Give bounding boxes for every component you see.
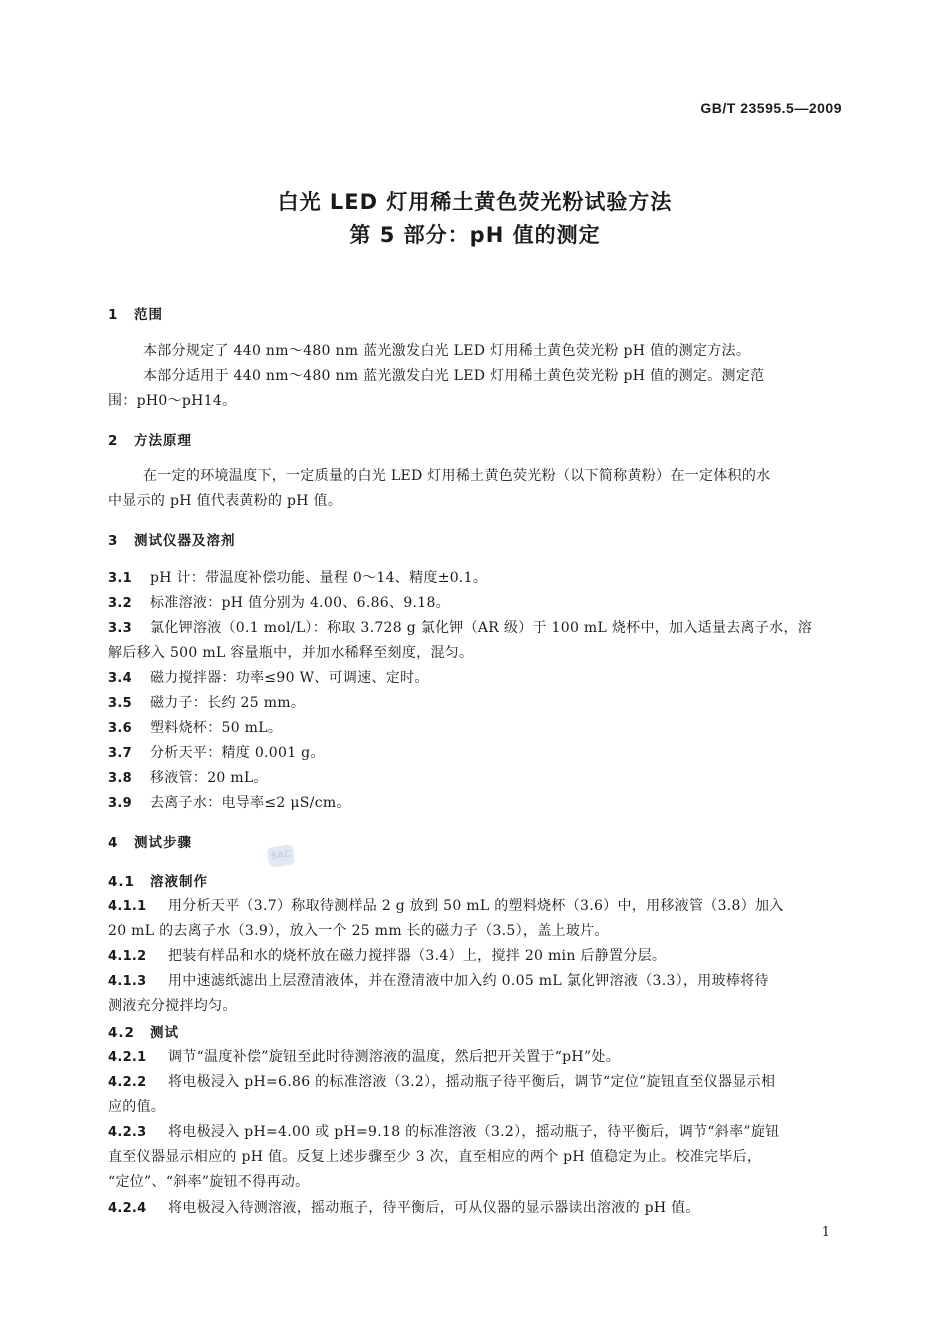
paragraph-continuation: 围：pH0～pH14。 [108,393,237,409]
list-item: 3.4 磁力搅拌器：功率≤90 W、可调速、定时。 [108,670,429,686]
list-item: 3.9 去离子水：电导率≤2 μS/cm。 [108,795,351,811]
sac-watermark-logo: SAC [267,844,296,867]
list-item: 3.3 氯化钾溶液（0.1 mol/L）：称取 3.728 g 氯化钾（AR 级）于 100 mL 烧杯中，加入适量去离子水，溶 [108,620,813,636]
list-item: 4.2.4 将电极浸入待测溶液，摇动瓶子，待平衡后，可从仪器的显示器读出溶液的 pH 值。 [108,1200,700,1216]
section-1-heading [108,303,163,323]
paragraph-continuation: 中显示的 pH 值代表黄粉的 pH 值。 [108,493,343,509]
section-number: 4 [108,835,119,851]
list-item: 3.2 标准溶液：pH 值分别为 4.00、6.86、9.18。 [108,595,450,611]
section-title: 测试步骤 [134,835,192,851]
list-item: 4.1.1 用分析天平（3.7）称取待测样品 2 g 放到 50 mL 的塑料烧杯（3.6）中，用移液管（3.8）加入 [108,898,784,914]
list-item-continuation: 测液充分搅拌均匀。 [108,998,237,1014]
list-item: 4.2.3 将电极浸入 pH=4.00 或 pH=9.18 的标准溶液（3.2），摇动瓶子，待平衡后，调节“斜率”旋钮 [108,1124,780,1140]
section-number: 3 [108,533,119,549]
standard-number: GB/T 23595.5—2009 [700,100,842,116]
list-item: 3.7 分析天平：精度 0.001 g。 [108,745,325,761]
section-title: 方法原理 [134,433,192,449]
list-item: 4.1.3 用中速滤纸滤出上层澄清液体，并在澄清液中加入约 0.05 mL 氯化钾溶液（3.3），用玻棒将待 [108,973,769,989]
list-item: 4.1.2 把装有样品和水的烧杯放在磁力搅拌器（3.4）上，搅拌 20 min 后静置分层。 [108,948,667,964]
list-item-continuation: 解后移入 500 mL 容量瓶中，并加水稀释至刻度，混匀。 [108,645,474,661]
subsection-heading: 4.2 测试 [108,1025,179,1041]
list-item: 3.8 移液管：20 mL。 [108,770,268,786]
list-item-continuation: 直至仪器显示相应的 pH 值。反复上述步骤至少 3 次，直至相应的两个 pH 值稳定为止。校准完毕后， [108,1149,762,1165]
section-number: 1 [108,307,119,323]
document-title-line2: 第 5 部分：pH 值的测定 [349,223,601,247]
list-item-continuation: 应的值。 [108,1099,166,1115]
section-title: 测试仪器及溶剂 [134,533,236,549]
list-item: 4.2.2 将电极浸入 pH=6.86 的标准溶液（3.2），摇动瓶子待平衡后，调节“定位”旋钮直至仪器显示相 [108,1074,776,1090]
section-number: 2 [108,433,119,449]
section-title: 范围 [134,307,163,323]
list-item: 3.5 磁力子：长约 25 mm。 [108,695,306,711]
section-3-heading [108,529,236,549]
list-item-continuation: 20 mL 的去离子水（3.9），放入一个 25 mm 长的磁力子（3.5），盖上玻片。 [108,923,609,939]
page-number: 1 [821,1225,830,1240]
list-item: 3.1 pH 计：带温度补偿功能、量程 0～14、精度±0.1。 [108,570,488,586]
list-item: 4.2.1 调节“温度补偿”旋钮至此时待测溶液的温度，然后把开关置于“pH”处。 [108,1049,620,1065]
section-4-heading [108,831,192,851]
document-title-line1: 白光 LED 灯用稀土黄色荧光粉试验方法 [277,190,673,214]
paragraph: 本部分适用于 440 nm～480 nm 蓝光激发白光 LED 灯用稀土黄色荧光粉 pH 值的测定。测定范 [143,368,765,384]
paragraph: 本部分规定了 440 nm～480 nm 蓝光激发白光 LED 灯用稀土黄色荧光粉 pH 值的测定方法。 [143,343,751,359]
list-item: 3.6 塑料烧杯：50 mL。 [108,720,283,736]
paragraph: 在一定的环境温度下，一定质量的白光 LED 灯用稀土黄色荧光粉（以下简称黄粉）在一定体积的水 [143,468,771,484]
list-item-continuation: “定位”、“斜率”旋钮不得再动。 [108,1174,310,1190]
subsection-heading: 4.1 溶液制作 [108,874,208,890]
section-2-heading [108,429,192,449]
